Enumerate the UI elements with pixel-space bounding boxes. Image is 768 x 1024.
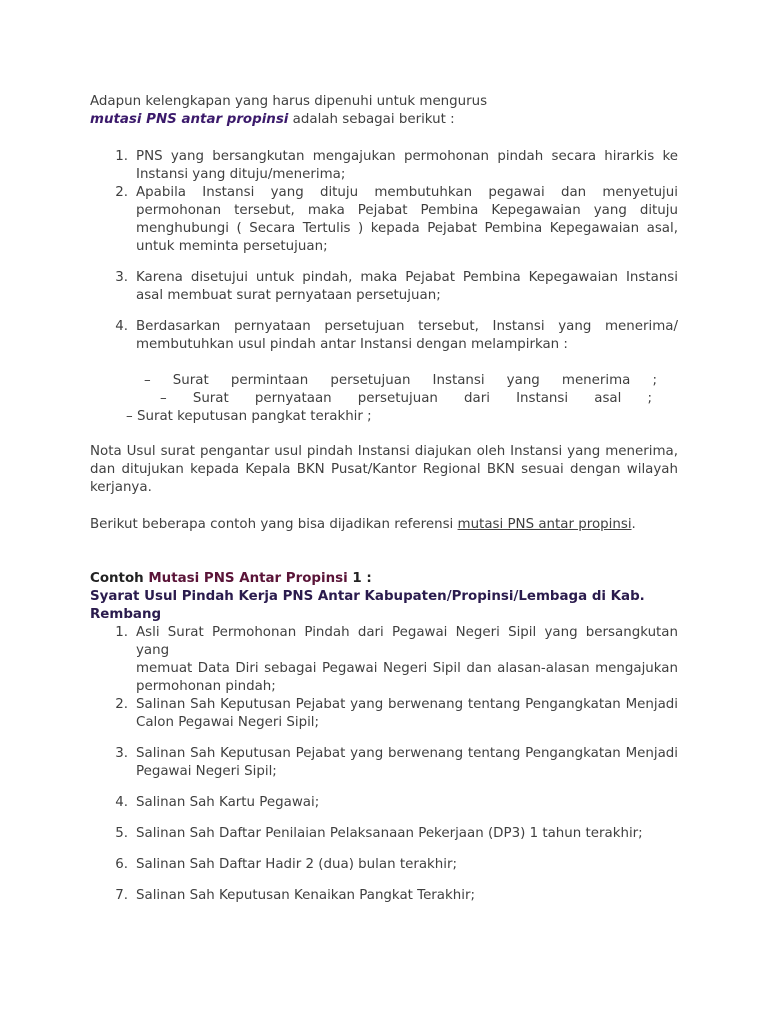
list-item-line: Salinan Sah Daftar Hadir 2 (dua) bulan terakhir; [136,857,458,872]
list-item-line: Karena disetujui untuk pindah, maka Pejabat Pembina Kepegawaian Instansi [136,270,678,285]
list-item-line: untuk meminta persetujuan; [136,239,328,254]
list-item [106,696,678,732]
list-item-line: PNS yang bersangkutan mengajukan permohonan pindah secara hirarkis ke [136,149,678,164]
list-item-line: Salinan Sah Daftar Penilaian Pelaksanaan Pekerjaan (DP3) 1 tahun terakhir; [136,826,643,841]
list-item-number: 3. [115,746,128,761]
nota-line: kerjanya. [90,480,152,495]
reference-text: Berikut beberapa contoh yang bisa dijadikan referensi [90,517,458,532]
intro-highlight: mutasi PNS antar propinsi [90,112,289,127]
list-item-number: 4. [115,319,128,334]
list-item [106,624,678,696]
nota-paragraph [90,443,678,497]
list-item-line: Salinan Sah Keputusan Pejabat yang berwenang tentang Pengangkatan Menjadi [136,697,678,712]
example-prefix: Contoh [90,571,149,586]
list-item [106,856,678,874]
list-item-line: memuat Data Diri sebagai Pegawai Negeri Sipil dan alasan-alasan mengajukan [136,661,678,676]
list-item-line: Calon Pegawai Negeri Sipil; [136,715,320,730]
nota-line: dan ditujukan kepada Kepala BKN Pusat/Kantor Regional BKN sesuai dengan wilayah [90,462,678,477]
list-item [106,318,678,354]
intro-line-2 [90,111,678,129]
list-item-line: permohonan pindah; [136,679,276,694]
list-item [106,269,678,305]
intro-line-1: Adapun kelengkapan yang harus dipenuhi untuk mengurus [90,94,488,109]
list-item-number: 2. [115,185,128,200]
list-item-number: 1. [115,625,128,640]
reference-paragraph [90,516,678,534]
example-title [90,570,710,588]
list-item-number: 4. [115,795,128,810]
list-item [106,745,678,781]
list-item-number: 7. [115,888,128,903]
sublist-item: – Surat pernyataan persetujuan dari Instansi asal ; [160,391,652,406]
list-item-line: Apabila Instansi yang dituju membutuhkan pegawai dan menyetujui [136,185,678,200]
requirements-list [106,148,678,354]
list-item-line: Salinan Sah Kartu Pegawai; [136,795,320,810]
intro-paragraph [90,93,678,129]
nota-line: Nota Usul surat pengantar usul pindah Instansi diajukan oleh Instansi yang menerima, [90,444,678,459]
example-subtitle: Syarat Usul Pindah Kerja PNS Antar Kabupaten/Propinsi/Lembaga di Kab. Rembang [90,589,645,622]
sublist-item: – Surat keputusan pangkat terakhir ; [126,409,372,424]
list-item [106,794,678,812]
list-item-line: Instansi yang dituju/menerima; [136,167,346,182]
documents-list [106,624,678,905]
example-highlight: Mutasi PNS Antar Propinsi [148,571,348,586]
list-item-line: Pegawai Negeri Sipil; [136,764,277,779]
list-item [106,825,678,843]
example-heading [90,570,710,624]
list-item-line: Asli Surat Permohonan Pindah dari Pegawai Negeri Sipil yang bersangkutan yang [136,625,678,658]
example-suffix: 1 : [347,571,372,586]
list-item-line: menghubungi ( Secara Tertulis ) kepada Pejabat Pembina Kepegawaian asal, [136,221,678,236]
list-item-number: 3. [115,270,128,285]
list-item-line: permohonan tersebut, maka Pejabat Pembina Kepegawaian yang dituju [136,203,678,218]
list-item-line: membutuhkan usul pindah antar Instansi dengan melampirkan : [136,337,568,352]
list-item-line: Salinan Sah Keputusan Pejabat yang berwenang tentang Pengangkatan Menjadi [136,746,678,761]
intro-line-2-rest: adalah sebagai berikut : [288,112,455,127]
list-item-line: Berdasarkan pernyataan persetujuan tersebut, Instansi yang menerima/ [136,319,678,334]
reference-link[interactable]: mutasi PNS antar propinsi [457,517,632,532]
sublist-item: – Surat permintaan persetujuan Instansi yang menerima ; [144,373,657,388]
list-item [106,887,678,905]
list-item-number: 6. [115,857,128,872]
list-item-number: 1. [115,149,128,164]
list-item [106,148,678,184]
list-item-line: asal membuat surat pernyataan persetujuan; [136,288,441,303]
list-item-line: Salinan Sah Keputusan Kenaikan Pangkat Terakhir; [136,888,475,903]
list-item [106,184,678,256]
list-item-number: 2. [115,697,128,712]
list-item-number: 5. [115,826,128,841]
reference-end: . [631,517,636,532]
